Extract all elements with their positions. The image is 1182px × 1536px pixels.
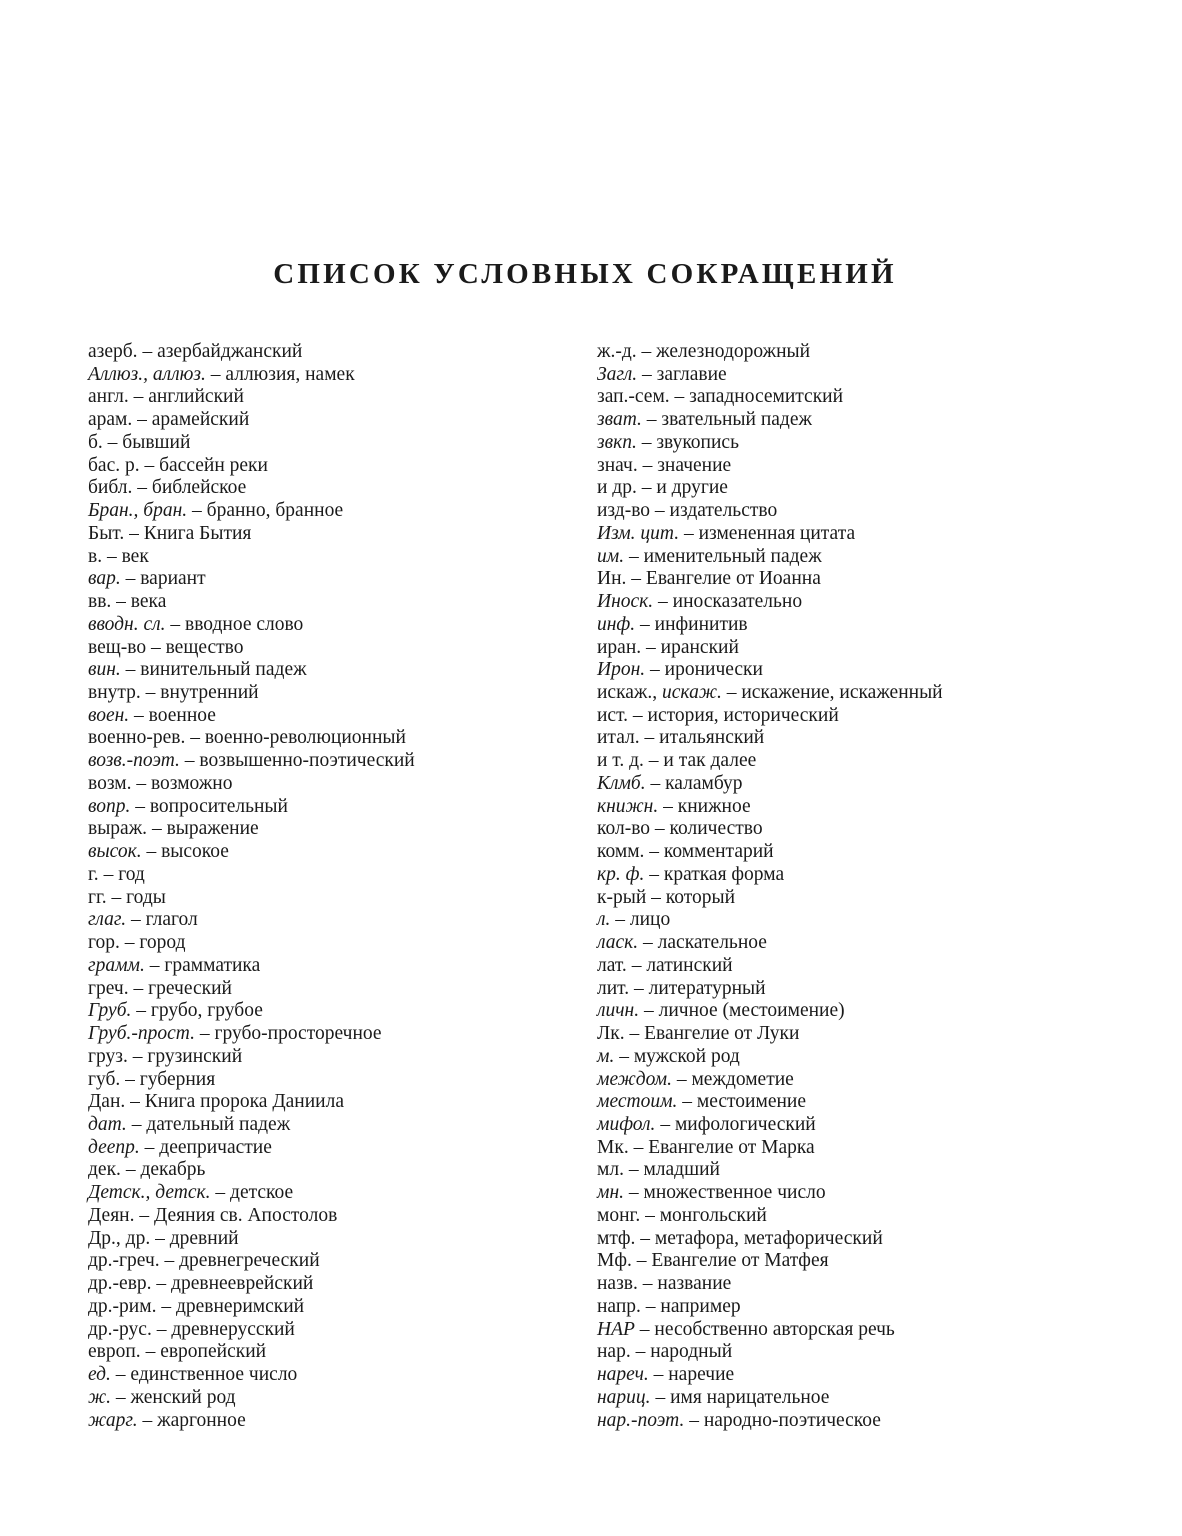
abbreviation-entry: др.-рим. – древнеримский — [88, 1295, 305, 1317]
abbreviation-term: в. — [88, 545, 103, 567]
abbreviation-term: арам. — [88, 409, 133, 431]
abbreviation-meaning: глагол — [145, 909, 198, 931]
abbreviation-meaning: издательство — [669, 500, 778, 522]
abbreviation-meaning: комментарий — [663, 841, 774, 863]
abbreviation-entry: нар. – народный — [597, 1341, 733, 1363]
abbreviation-term: нар.-поэт. — [597, 1409, 685, 1431]
abbreviation-term: искаж., — [597, 682, 658, 704]
abbreviation-entry: мл. – младший — [597, 1159, 720, 1181]
abbreviation-meaning: название — [657, 1273, 732, 1295]
abbreviation-meaning: бывший — [122, 431, 191, 453]
abbreviation-entry: вин. – винительный падеж — [88, 659, 307, 681]
abbreviation-term: Изм. цит. — [597, 522, 680, 544]
abbreviation-meaning: мифологический — [674, 1113, 816, 1135]
abbreviation-meaning: западносемитский — [689, 386, 844, 408]
abbreviation-term: книжн. — [597, 795, 659, 817]
abbreviation-term: гг. — [88, 886, 107, 908]
abbreviation-meaning: европейский — [160, 1341, 267, 1363]
abbreviation-list-left — [88, 341, 568, 1432]
abbreviation-entry: Груб.-прост. – грубо-просторечное — [88, 1023, 382, 1045]
abbreviation-term: НАР — [597, 1318, 635, 1340]
abbreviation-meaning: грубо, грубое — [150, 1000, 263, 1022]
abbreviation-meaning: высокое — [161, 841, 229, 863]
abbreviation-term: местоим. — [597, 1091, 678, 1113]
abbreviation-term: кр. ф. — [597, 863, 645, 885]
abbreviation-meaning: иронически — [664, 659, 763, 681]
abbreviation-term: б. — [88, 431, 103, 453]
abbreviation-entry: изд-во – издательство — [597, 500, 778, 522]
abbreviation-entry: междом. – междометие — [597, 1068, 794, 1090]
abbreviation-meaning: Евангелие от Марка — [648, 1136, 815, 1158]
abbreviation-entry: зват. – звательный падеж — [597, 409, 812, 431]
abbreviation-meaning: литературный — [648, 977, 766, 999]
abbreviation-meaning: бранно, бранное — [206, 500, 344, 522]
abbreviation-term: др.-греч. — [88, 1250, 160, 1272]
abbreviation-term: деепр. — [88, 1136, 140, 1158]
abbreviation-term: к-рый — [597, 886, 647, 908]
abbreviation-term: лат. — [597, 954, 627, 976]
abbreviation-term: мифол. — [597, 1113, 656, 1135]
abbreviation-entry: и т. д. – и так далее — [597, 750, 757, 772]
abbreviation-meaning: аллюзия, намек — [225, 363, 355, 385]
abbreviation-entry: вопр. – вопросительный — [88, 795, 288, 817]
abbreviation-entry: монг. – монгольский — [597, 1204, 767, 1226]
abbreviation-entry: ед. – единственное число — [88, 1364, 298, 1386]
abbreviation-term: л. — [597, 909, 611, 931]
abbreviation-entry: мтф. – метафора, метафорический — [597, 1227, 883, 1249]
abbreviation-term: Груб. — [88, 1000, 132, 1022]
abbreviation-meaning: иранский — [660, 636, 739, 658]
abbreviation-term: др.-рим. — [88, 1295, 157, 1317]
abbreviation-term: груз. — [88, 1045, 128, 1067]
abbreviation-meaning: латинский — [646, 954, 733, 976]
abbreviation-term: Мф. — [597, 1250, 632, 1272]
abbreviation-term: монг. — [597, 1204, 641, 1226]
abbreviation-term: ед. — [88, 1364, 111, 1386]
abbreviation-meaning: младший — [643, 1159, 720, 1181]
abbreviation-term: возв.-поэт. — [88, 750, 180, 772]
abbreviation-entry: ж. – женский род — [88, 1386, 236, 1408]
abbreviation-meaning: грубо-просторечное — [214, 1023, 382, 1045]
abbreviation-meaning: и другие — [656, 477, 728, 499]
abbreviation-meaning: Евангелие от Матфея — [651, 1250, 829, 1272]
abbreviation-meaning: Книга пророка Даниила — [144, 1091, 344, 1113]
abbreviation-entry: м. – мужской род — [597, 1045, 740, 1067]
abbreviation-term: Аллюз., аллюз. — [88, 363, 206, 385]
abbreviation-meaning: возвышенно-поэтический — [199, 750, 415, 772]
abbreviation-meaning: вариант — [140, 568, 206, 590]
abbreviation-term: Иноск. — [597, 591, 654, 613]
abbreviation-meaning: заглавие — [656, 363, 727, 385]
abbreviation-term: нариц. — [597, 1386, 651, 1408]
abbreviation-term: Дан. — [88, 1091, 126, 1113]
abbreviation-term: вводн. сл. — [88, 613, 166, 635]
abbreviation-term: мн. — [597, 1182, 624, 1204]
abbreviation-meaning: винительный падеж — [140, 659, 307, 681]
abbreviation-entry: лит. – литературный — [597, 977, 766, 999]
abbreviation-term: Ирон. — [597, 659, 646, 681]
abbreviation-meaning: дательный падеж — [146, 1113, 291, 1135]
abbreviation-entry: вар. – вариант — [88, 568, 206, 590]
abbreviation-meaning: междометие — [691, 1068, 794, 1090]
abbreviation-term: ласк. — [597, 932, 639, 954]
abbreviation-entry: грамм. – грамматика — [88, 954, 261, 976]
abbreviation-meaning: город — [139, 932, 186, 954]
abbreviation-entry: нар.-поэт. – народно-поэтическое — [597, 1409, 881, 1431]
abbreviation-term: Загл. — [597, 363, 638, 385]
abbreviation-meaning: личное (местоимение) — [658, 1000, 845, 1022]
abbreviation-term: др.-евр. — [88, 1273, 152, 1295]
abbreviation-entry: нареч. – наречие — [597, 1364, 735, 1386]
abbreviation-term: комм. — [597, 841, 645, 863]
abbreviation-term: ж. — [88, 1386, 112, 1408]
abbreviation-entry: груз. – грузинский — [88, 1045, 243, 1067]
abbreviation-entry: г. – год — [88, 863, 145, 885]
abbreviation-term: зват. — [597, 409, 642, 431]
abbreviation-meaning: измененная цитата — [698, 522, 856, 544]
abbreviation-term: грамм. — [88, 954, 145, 976]
abbreviation-entry: искаж., искаж. – искажение, искаженный — [597, 682, 943, 704]
abbreviation-meaning: народный — [650, 1341, 733, 1363]
abbreviation-entry: греч. – греческий — [88, 977, 232, 999]
abbreviation-entry: ж.-д. – железнодорожный — [597, 341, 811, 362]
abbreviation-meaning: наречие — [668, 1364, 735, 1386]
abbreviation-entry: зап.-сем. – западносемитский — [597, 386, 844, 408]
abbreviation-term: воен. — [88, 704, 130, 726]
abbreviation-meaning: год — [118, 863, 145, 885]
abbreviation-meaning: Евангелие от Луки — [644, 1023, 800, 1045]
abbreviation-entry: кол-во – количество — [597, 818, 763, 840]
abbreviation-term: мл. — [597, 1159, 624, 1181]
abbreviation-meaning: детское — [230, 1182, 294, 1204]
abbreviation-meaning: Евангелие от Иоанна — [645, 568, 821, 590]
abbreviation-term: гор. — [88, 932, 120, 954]
abbreviation-term: личн. — [597, 1000, 640, 1022]
abbreviation-meaning: звательный падеж — [661, 409, 812, 431]
abbreviation-entry: иран. – иранский — [597, 636, 739, 658]
abbreviation-entry: книжн. – книжное — [597, 795, 751, 817]
abbreviation-term: нар. — [597, 1341, 631, 1363]
abbreviation-meaning: английский — [148, 386, 244, 408]
abbreviation-entry: дек. – декабрь — [88, 1159, 206, 1181]
abbreviation-meaning: инфинитив — [654, 613, 748, 635]
abbreviation-meaning: грузинский — [147, 1045, 243, 1067]
abbreviation-term: и т. д. — [597, 750, 644, 772]
abbreviation-term: глаг. — [88, 909, 127, 931]
abbreviation-meaning: каламбур — [665, 772, 743, 794]
abbreviation-entry: личн. – личное (местоимение) — [597, 1000, 845, 1022]
abbreviation-entry: Загл. – заглавие — [597, 363, 727, 385]
abbreviation-meaning: древний — [169, 1227, 239, 1249]
abbreviation-meaning: века — [130, 591, 167, 613]
abbreviation-term: звкп. — [597, 431, 637, 453]
abbreviation-meaning: мужской род — [633, 1045, 740, 1067]
abbreviation-entry: Мк. – Евангелие от Марка — [597, 1136, 815, 1158]
abbreviation-meaning: книжное — [677, 795, 751, 817]
abbreviation-entry: Деян. – Деяния св. Апостолов — [88, 1204, 338, 1226]
abbreviation-entry: бас. р. – бассейн реки — [88, 454, 268, 476]
abbreviation-entry: гор. – город — [88, 932, 186, 954]
abbreviation-entry: вв. – века — [88, 591, 167, 613]
abbreviation-entry: им. – именительный падеж — [597, 545, 822, 567]
abbreviation-entry: напр. – например — [597, 1295, 741, 1317]
abbreviation-term: жарг. — [88, 1409, 138, 1431]
abbreviation-meaning: значение — [657, 454, 732, 476]
abbreviation-meaning: звукопись — [656, 431, 739, 453]
abbreviation-meaning: древнеримский — [175, 1295, 305, 1317]
abbreviation-term: Ин. — [597, 568, 627, 590]
abbreviation-meaning: декабрь — [140, 1159, 206, 1181]
abbreviation-entry: др.-греч. – древнегреческий — [88, 1250, 320, 1272]
abbreviation-entry: азерб. – азербайджанский — [88, 341, 303, 362]
abbreviation-entry: дат. – дательный падеж — [88, 1113, 291, 1135]
abbreviation-meaning: и так далее — [663, 750, 757, 772]
abbreviation-list-right — [597, 341, 1157, 1432]
abbreviation-meaning: ласкательное — [657, 932, 767, 954]
abbreviation-entry: жарг. – жаргонное — [88, 1409, 246, 1431]
abbreviation-entry: Др., др. – древний — [88, 1227, 239, 1249]
abbreviation-entry: звкп. – звукопись — [597, 431, 739, 453]
abbreviation-meaning: имя нарицательное — [670, 1386, 830, 1408]
abbreviation-term: выраж. — [88, 818, 148, 840]
abbreviation-entry: деепр. – деепричастие — [88, 1136, 272, 1158]
abbreviation-meaning: народно-поэтическое — [703, 1409, 881, 1431]
abbreviation-entry: мифол. – мифологический — [597, 1113, 816, 1135]
abbreviation-meaning: железнодорожный — [656, 341, 811, 362]
abbreviation-entry: лат. – латинский — [597, 954, 733, 976]
abbreviation-entry: кр. ф. – краткая форма — [597, 863, 785, 885]
abbreviation-meaning: единственное число — [130, 1364, 298, 1386]
abbreviation-meaning: грамматика — [164, 954, 261, 976]
abbreviation-term: вопр. — [88, 795, 131, 817]
abbreviation-term: Лк. — [597, 1023, 625, 1045]
abbreviation-meaning: греческий — [148, 977, 232, 999]
abbreviation-term: Быт. — [88, 522, 125, 544]
abbreviation-entry: к-рый – который — [597, 886, 736, 908]
abbreviation-meaning: годы — [126, 886, 166, 908]
abbreviation-entry: военно-рев. – военно-революционный — [88, 727, 406, 749]
abbreviation-entry: Груб. – грубо, грубое — [88, 1000, 263, 1022]
abbreviation-entry: Детск., детск. – детское — [88, 1182, 294, 1204]
abbreviation-meaning: местоимение — [696, 1091, 807, 1113]
abbreviation-meaning: вводное слово — [185, 613, 304, 635]
abbreviation-entry: выраж. – выражение — [88, 818, 259, 840]
abbreviation-meaning: именительный падеж — [643, 545, 822, 567]
abbreviation-entry: глаг. – глагол — [88, 909, 198, 931]
abbreviation-meaning: век — [121, 545, 149, 567]
abbreviation-entry: инф. – инфинитив — [597, 613, 748, 635]
abbreviation-entry: Аллюз., аллюз. – аллюзия, намек — [88, 363, 355, 385]
abbreviation-entry: воен. – военное — [88, 704, 216, 726]
abbreviation-term: ж.-д. — [597, 341, 637, 362]
abbreviation-entry: ласк. – ласкательное — [597, 932, 767, 954]
abbreviation-meaning: бассейн реки — [159, 454, 268, 476]
abbreviation-meaning: возможно — [150, 772, 233, 794]
abbreviation-meaning: который — [665, 886, 736, 908]
abbreviation-meaning: женский род — [130, 1386, 236, 1408]
abbreviation-meaning: вещество — [165, 636, 244, 658]
abbreviation-meaning: азербайджанский — [157, 341, 303, 362]
abbreviation-term: м. — [597, 1045, 615, 1067]
abbreviation-term: губ. — [88, 1068, 121, 1090]
abbreviation-meaning: Книга Бытия — [143, 522, 252, 544]
abbreviation-term: междом. — [597, 1068, 672, 1090]
abbreviation-meaning: искажение, искаженный — [741, 682, 943, 704]
abbreviation-entry: арам. – арамейский — [88, 409, 250, 431]
page-title: СПИСОК УСЛОВНЫХ СОКРАЩЕНИЙ — [273, 258, 897, 290]
abbreviation-term: азерб. — [88, 341, 138, 362]
abbreviation-entry: др.-евр. – древнееврейский — [88, 1273, 314, 1295]
abbreviation-entry: вещ-во – вещество — [88, 636, 244, 658]
abbreviation-entry: Мф. – Евангелие от Матфея — [597, 1250, 829, 1272]
abbreviation-meaning: монгольский — [659, 1204, 767, 1226]
abbreviation-term: ист. — [597, 704, 629, 726]
abbreviation-meaning: количество — [669, 818, 763, 840]
abbreviation-term: изд-во — [597, 500, 651, 522]
abbreviation-term: Др., др. — [88, 1227, 151, 1249]
abbreviation-meaning: Деяния св. Апостолов — [153, 1204, 338, 1226]
abbreviation-meaning: военно-революционный — [204, 727, 406, 749]
abbreviation-meaning: иносказательно — [672, 591, 803, 613]
abbreviation-entry: ист. – история, исторический — [597, 704, 839, 726]
abbreviation-meaning: древнерусский — [171, 1318, 295, 1340]
abbreviation-entry: высок. – высокое — [88, 841, 229, 863]
abbreviation-term: военно-рев. — [88, 727, 186, 749]
abbreviation-term: бас. р. — [88, 454, 140, 476]
abbreviation-term: вар. — [88, 568, 121, 590]
abbreviation-entry: европ. – европейский — [88, 1341, 267, 1363]
abbreviation-term: нареч. — [597, 1364, 649, 1386]
abbreviation-entry: л. – лицо — [597, 909, 671, 931]
abbreviation-entry: комм. – комментарий — [597, 841, 774, 863]
abbreviation-term: Мк. — [597, 1136, 629, 1158]
abbreviation-entry: губ. – губерния — [88, 1068, 216, 1090]
abbreviation-term: вин. — [88, 659, 121, 681]
abbreviation-meaning: выражение — [166, 818, 259, 840]
abbreviation-term: Бран., бран. — [88, 500, 188, 522]
abbreviation-term: Деян. — [88, 1204, 135, 1226]
abbreviation-entry: др.-рус. – древнерусский — [88, 1318, 295, 1340]
abbreviation-term: греч. — [88, 977, 129, 999]
abbreviation-meaning: несобственно авторская речь — [654, 1318, 895, 1340]
abbreviation-term: им. — [597, 545, 625, 567]
abbreviation-term: Клмб. — [597, 772, 646, 794]
abbreviation-term: библ. — [88, 477, 133, 499]
abbreviation-term: кол-во — [597, 818, 651, 840]
abbreviation-meaning: краткая форма — [663, 863, 785, 885]
abbreviation-term: дек. — [88, 1159, 121, 1181]
abbreviation-term: и др. — [597, 477, 637, 499]
abbreviation-entry: назв. – название — [597, 1273, 732, 1295]
abbreviation-entry: вводн. сл. – вводное слово — [88, 613, 304, 635]
abbreviation-entry: местоим. – местоимение — [597, 1091, 807, 1113]
abbreviation-term: иран. — [597, 636, 642, 658]
abbreviation-term: возм. — [88, 772, 132, 794]
abbreviation-entry: в. – век — [88, 545, 149, 567]
abbreviation-term: дат. — [88, 1113, 127, 1135]
abbreviation-entry: и др. – и другие — [597, 477, 728, 499]
abbreviation-meaning: военное — [148, 704, 216, 726]
abbreviation-term: г. — [88, 863, 99, 885]
abbreviation-entry: б. – бывший — [88, 431, 191, 453]
abbreviation-meaning: внутренний — [160, 682, 259, 704]
abbreviation-term: зап.-сем. — [597, 386, 670, 408]
abbreviation-term: мтф. — [597, 1227, 636, 1249]
abbreviation-term: англ. — [88, 386, 129, 408]
abbreviation-meaning: история, исторический — [647, 704, 839, 726]
abbreviation-term: инф. — [597, 613, 636, 635]
abbreviation-entry: Ин. – Евангелие от Иоанна — [597, 568, 821, 590]
abbreviation-entry: возм. – возможно — [88, 772, 233, 794]
abbreviation-meaning: жаргонное — [157, 1409, 246, 1431]
abbreviation-term: внутр. — [88, 682, 141, 704]
abbreviation-entry: Изм. цит. – измененная цитата — [597, 522, 856, 544]
abbreviation-meaning: итальянский — [659, 727, 765, 749]
abbreviation-entry: Бран., бран. – бранно, бранное — [88, 500, 344, 522]
abbreviation-entry: Клмб. – каламбур — [597, 772, 743, 794]
abbreviation-term: назв. — [597, 1273, 638, 1295]
abbreviation-entry: НАР – несобственно авторская речь — [597, 1318, 895, 1340]
abbreviation-term-variant: искаж. — [662, 682, 722, 704]
abbreviation-entry: нариц. – имя нарицательное — [597, 1386, 830, 1408]
abbreviation-meaning: деепричастие — [159, 1136, 272, 1158]
abbreviation-term: знач. — [597, 454, 638, 476]
abbreviation-entry: Дан. – Книга пророка Даниила — [88, 1091, 344, 1113]
abbreviation-term: лит. — [597, 977, 630, 999]
abbreviation-term: др.-рус. — [88, 1318, 152, 1340]
abbreviation-term: итал. — [597, 727, 640, 749]
abbreviation-entry: Быт. – Книга Бытия — [88, 522, 252, 544]
abbreviation-meaning: древнееврейский — [171, 1273, 314, 1295]
abbreviation-term: вв. — [88, 591, 112, 613]
abbreviation-meaning: вопросительный — [149, 795, 288, 817]
abbreviation-meaning: губерния — [139, 1068, 216, 1090]
abbreviation-meaning: например — [660, 1295, 741, 1317]
abbreviation-term: европ. — [88, 1341, 141, 1363]
abbreviation-entry: Лк. – Евангелие от Луки — [597, 1023, 800, 1045]
abbreviation-entry: гг. – годы — [88, 886, 166, 908]
abbreviation-meaning: лицо — [629, 909, 671, 931]
abbreviation-entry: Иноск. – иносказательно — [597, 591, 803, 613]
abbreviation-meaning: библейское — [151, 477, 247, 499]
abbreviation-term: Детск., детск. — [88, 1182, 211, 1204]
abbreviation-term: вещ-во — [88, 636, 147, 658]
abbreviation-entry: знач. – значение — [597, 454, 732, 476]
abbreviation-entry: Ирон. – иронически — [597, 659, 763, 681]
abbreviation-entry: библ. – библейское — [88, 477, 247, 499]
abbreviation-meaning: множественное число — [643, 1182, 826, 1204]
abbreviation-entry: внутр. – внутренний — [88, 682, 259, 704]
abbreviation-meaning: арамейский — [151, 409, 250, 431]
abbreviation-entry: англ. – английский — [88, 386, 244, 408]
abbreviation-entry: итал. – итальянский — [597, 727, 765, 749]
abbreviation-term: высок. — [88, 841, 142, 863]
abbreviation-entry: мн. – множественное число — [597, 1182, 826, 1204]
abbreviation-meaning: метафора, метафорический — [654, 1227, 883, 1249]
abbreviation-entry: возв.-поэт. – возвышенно-поэтический — [88, 750, 415, 772]
abbreviation-meaning: древнегреческий — [179, 1250, 320, 1272]
abbreviation-term: Груб.-прост. — [88, 1023, 195, 1045]
abbreviation-term: напр. — [597, 1295, 641, 1317]
